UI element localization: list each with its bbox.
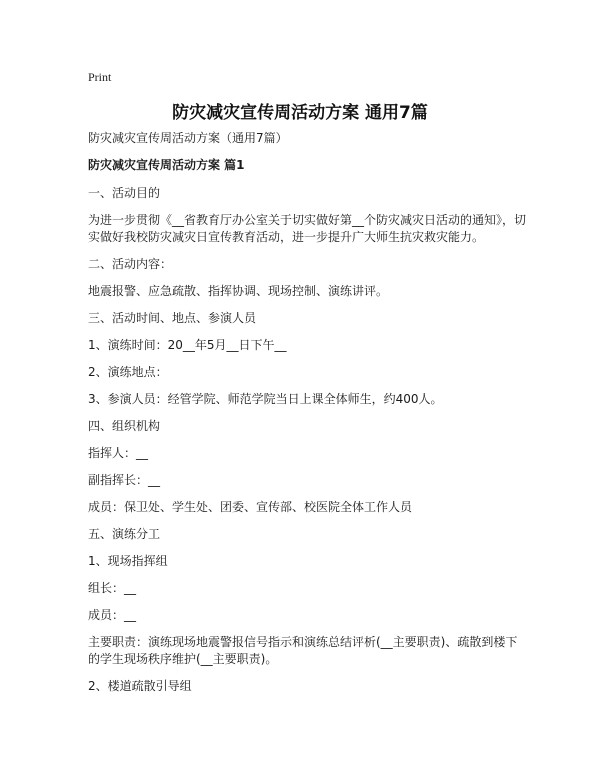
paragraph-content: 地震报警、应急疏散、指挥协调、现场控制、演练讲评。 — [88, 284, 389, 298]
item-drill-place: 2、演练地点： — [88, 365, 168, 379]
item-participants: 3、参演人员：经管学院、师范学院当日上课全体师生，约400人。 — [88, 392, 443, 406]
item-deputy-commander: 副指挥长：__ — [88, 473, 161, 487]
item-stairway-evacuation-group: 2、楼道疏散引导组 — [88, 679, 192, 693]
section-heading: 防灾减灾宣传周活动方案 篇1 — [88, 158, 245, 172]
item-members: 成员：保卫处、学生处、团委、宣传部、校医院全体工作人员 — [88, 500, 413, 514]
heading-activity-purpose: 一、活动目的 — [88, 186, 161, 200]
item-group-leader: 组长：__ — [88, 581, 137, 595]
item-onsite-command-group: 1、现场指挥组 — [88, 554, 168, 568]
item-drill-time: 1、演练时间：20__年5月__日下午__ — [88, 338, 287, 352]
item-group-members: 成员：__ — [88, 608, 137, 622]
heading-organization: 四、组织机构 — [88, 419, 161, 433]
item-commander: 指挥人：__ — [88, 446, 149, 460]
heading-division-of-work: 五、演练分工 — [88, 527, 161, 541]
document-subtitle: 防灾减灾宣传周活动方案（通用7篇） — [88, 131, 288, 145]
paragraph-purpose: 为进一步贯彻《__省教育厅办公室关于切实做好第__个防灾减灾日活动的通知》，切实做好我校防灾减灾日宣传教育活动，进一步提升广大师生抗灾救灾能力。 — [88, 213, 527, 244]
document-title: 防灾减灾宣传周活动方案 通用7篇 — [172, 103, 428, 123]
heading-time-place-people: 三、活动时间、地点、参演人员 — [88, 311, 257, 325]
document-body — [88, 130, 528, 695]
paragraph-main-duties: 主要职责：演练现场地震警报信号指示和演练总结评析(__主要职责)、疏散到楼下的学生现场秩序维护(__主要职责)。 — [88, 635, 518, 666]
heading-activity-content: 二、活动内容： — [88, 257, 173, 271]
print-link[interactable]: Print — [88, 70, 112, 84]
